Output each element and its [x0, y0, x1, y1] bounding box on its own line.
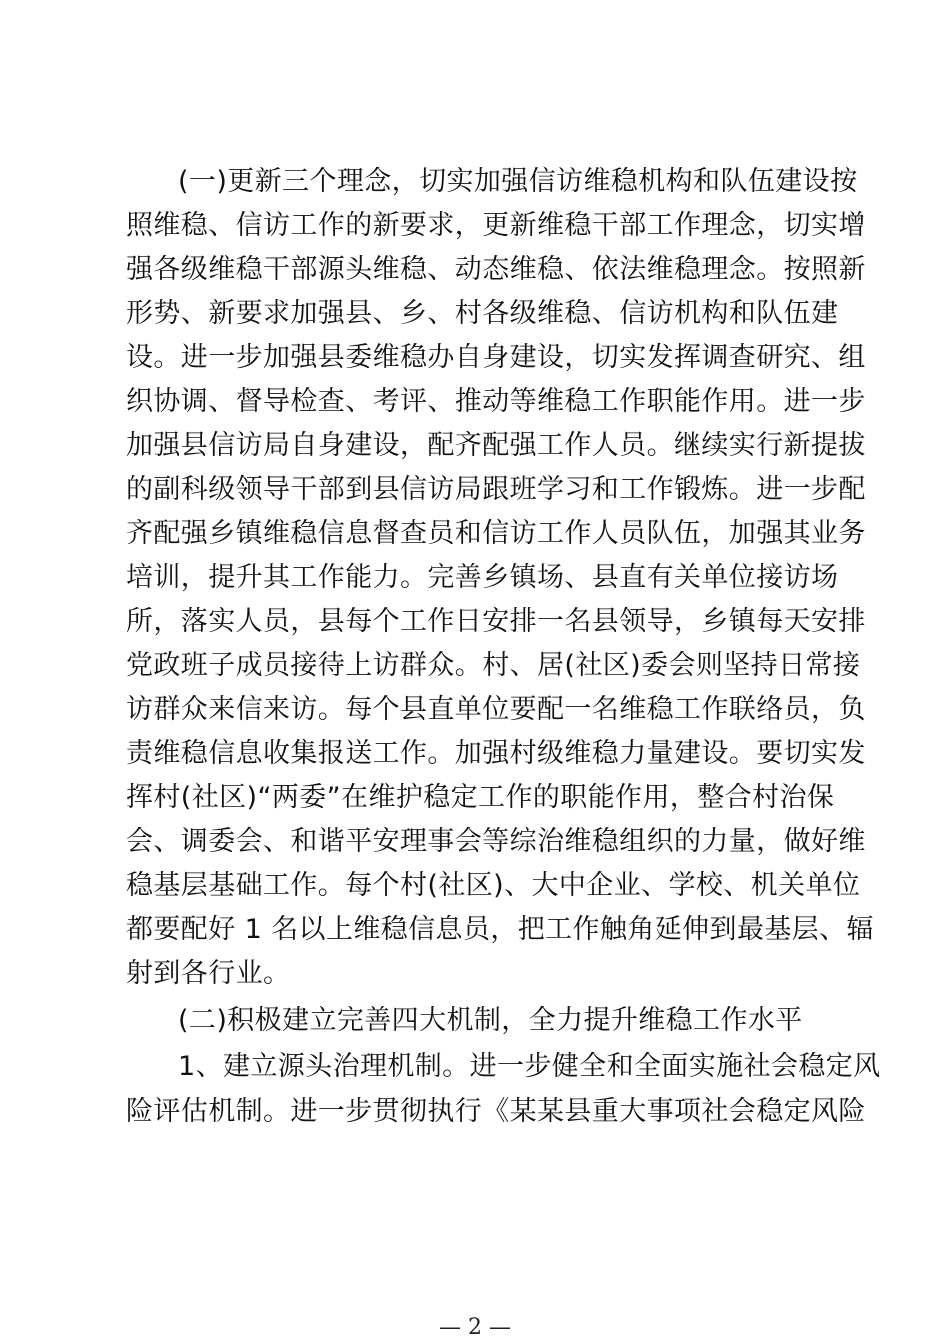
paragraph-1-line-19: 射到各行业。 [126, 958, 291, 989]
paragraph-1-line-2: 照维稳、信访工作的新要求，更新维稳干部工作理念，切实增 [126, 210, 866, 241]
paragraph-1-line-12: 党政班子成员接待上访群众。村、居(社区)委会则坚持日常接 [126, 650, 861, 681]
paragraph-1-line-8: 的副科级领导干部到县信访局跟班学习和工作锻炼。进一步配 [126, 474, 866, 505]
page-number: — 2 — [439, 1315, 511, 1340]
paragraph-2-line-1: 1、建立源头治理机制。进一步健全和全面实施社会稳定风 [178, 1051, 881, 1082]
paragraph-1-line-7: 加强县信访局自身建设，配齐配强工作人员。继续实行新提拔 [126, 430, 866, 461]
paragraph-1-line-11: 所，落实人员，县每个工作日安排一名县领导，乡镇每天安排 [126, 606, 866, 637]
paragraph-1-line-10: 培训，提升其工作能力。完善乡镇场、县直有关单位接访场 [126, 562, 839, 593]
paragraph-1-line-13: 访群众来信来访。每个县直单位要配一名维稳工作联络员，负 [126, 694, 866, 725]
paragraph-1-line-5: 设。进一步加强县委维稳办自身建设，切实发挥调查研究、组 [126, 342, 866, 373]
paragraph-1-line-3: 强各级维稳干部源头维稳、动态维稳、依法维稳理念。按照新 [126, 254, 866, 285]
section-heading-2: (二)积极建立完善四大机制，全力提升维稳工作水平 [178, 1005, 803, 1036]
paragraph-1-line-9: 齐配强乡镇维稳信息督查员和信访工作人员队伍，加强其业务 [126, 518, 866, 549]
paragraph-1-line-18: 都要配好 1 名以上维稳信息员，把工作触角延伸到最基层、辐 [126, 914, 874, 945]
paragraph-1-line-15: 挥村(社区)“两委”在维护稳定工作的职能作用，整合村治保 [126, 782, 835, 813]
paragraph-1-line-6: 织协调、督导检查、考评、推动等维稳工作职能作用。进一步 [126, 386, 866, 417]
paragraph-1-line-17: 稳基层基础工作。每个村(社区)、大中企业、学校、机关单位 [126, 870, 861, 901]
paragraph-1-line-14: 责维稳信息收集报送工作。加强村级维稳力量建设。要切实发 [126, 738, 866, 769]
paragraph-1-line-1: (一)更新三个理念，切实加强信访维稳机构和队伍建设按 [178, 166, 858, 197]
paragraph-1-line-4: 形势、新要求加强县、乡、村各级维稳、信访机构和队伍建 [126, 298, 839, 329]
paragraph-1-line-16: 会、调委会、和谐平安理事会等综治维稳组织的力量，做好维 [126, 826, 866, 857]
paragraph-2-line-2: 险评估机制。进一步贯彻执行《某某县重大事项社会稳定风险 [126, 1096, 866, 1127]
